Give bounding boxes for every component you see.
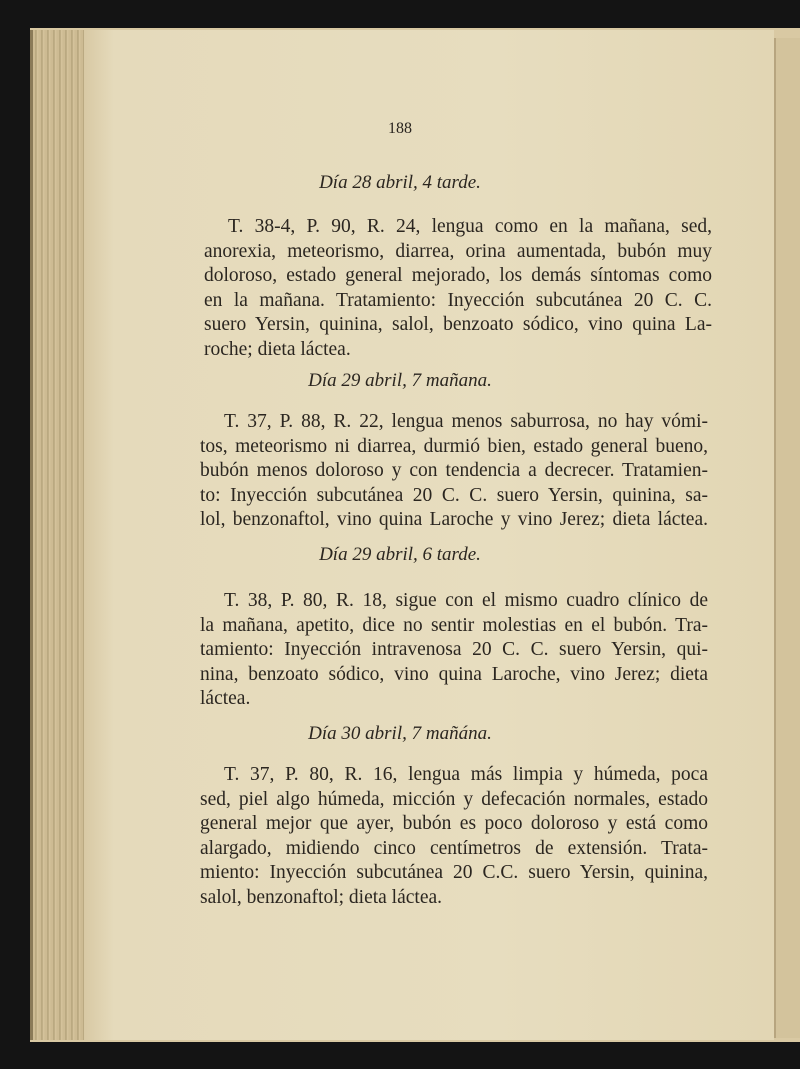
entry-heading: Día 29 abril, 6 tarde.	[319, 544, 481, 565]
text-line: T. 37, P. 88, R. 22, lengua menos saburrosa, no hay vómi-	[224, 411, 708, 432]
text-line: T. 37, P. 80, R. 16, lengua más limpia y húmeda, poca	[224, 764, 708, 785]
text-line: T. 38, P. 80, R. 18, sigue con el mismo cuadro clínico de	[224, 590, 708, 611]
entry-body	[200, 763, 708, 911]
entry-heading: Día 28 abril, 4 tarde.	[319, 172, 481, 193]
text-line: bubón menos doloroso y con tendencia a decrecer. Tratamien-	[200, 460, 708, 482]
text-line: en la mañana. Tratamiento: Inyección subcutánea 20 C. C.	[204, 289, 712, 311]
text-line: roche; dieta láctea.	[204, 338, 351, 360]
text-line: miento: Inyección subcutánea 20 C.C. suero Yersin, quinina,	[200, 862, 708, 884]
text-line: tamiento: Inyección intravenosa 20 C. C. suero Yersin, qui-	[200, 639, 708, 661]
text-line: doloroso, estado general mejorado, los demás síntomas como	[204, 265, 712, 287]
text-line: anorexia, meteorismo, diarrea, orina aumentada, bubón muy	[204, 240, 712, 262]
entry-heading: Día 30 abril, 7 mañána.	[308, 723, 492, 744]
text-line: general mejor que ayer, bubón es poco doloroso y está como	[200, 813, 708, 835]
text-line: lol, benzonaftol, vino quina Laroche y vino Jerez; dieta láctea.	[200, 509, 708, 531]
text-line: alargado, midiendo cinco centímetros de extensión. Trata-	[200, 837, 708, 859]
text-line: suero Yersin, quinina, salol, benzoato sódico, vino quina La-	[204, 314, 712, 336]
entry-body	[200, 589, 708, 712]
text-line: T. 38-4, P. 90, R. 24, lengua como en la mañana, sed,	[228, 216, 712, 237]
text-line: la mañana, apetito, dice no sentir molestias en el bubón. Tra-	[200, 614, 708, 636]
entry-body	[200, 410, 708, 533]
text-line: sed, piel algo húmeda, micción y defecación normales, estado	[200, 788, 708, 810]
entry-body	[204, 215, 712, 363]
text-line: láctea.	[200, 688, 251, 710]
text-line: nina, benzoato sódico, vino quina Laroche, vino Jerez; dieta	[200, 663, 708, 685]
text-line: salol, benzonaftol; dieta láctea.	[200, 886, 443, 908]
page-number: 188	[388, 120, 412, 137]
text-line: tos, meteorismo ni diarrea, durmió bien, estado general bueno,	[200, 435, 708, 457]
entry-heading: Día 29 abril, 7 mañana.	[308, 370, 492, 391]
text-line: to: Inyección subcutánea 20 C. C. suero Yersin, quinina, sa-	[200, 484, 708, 506]
